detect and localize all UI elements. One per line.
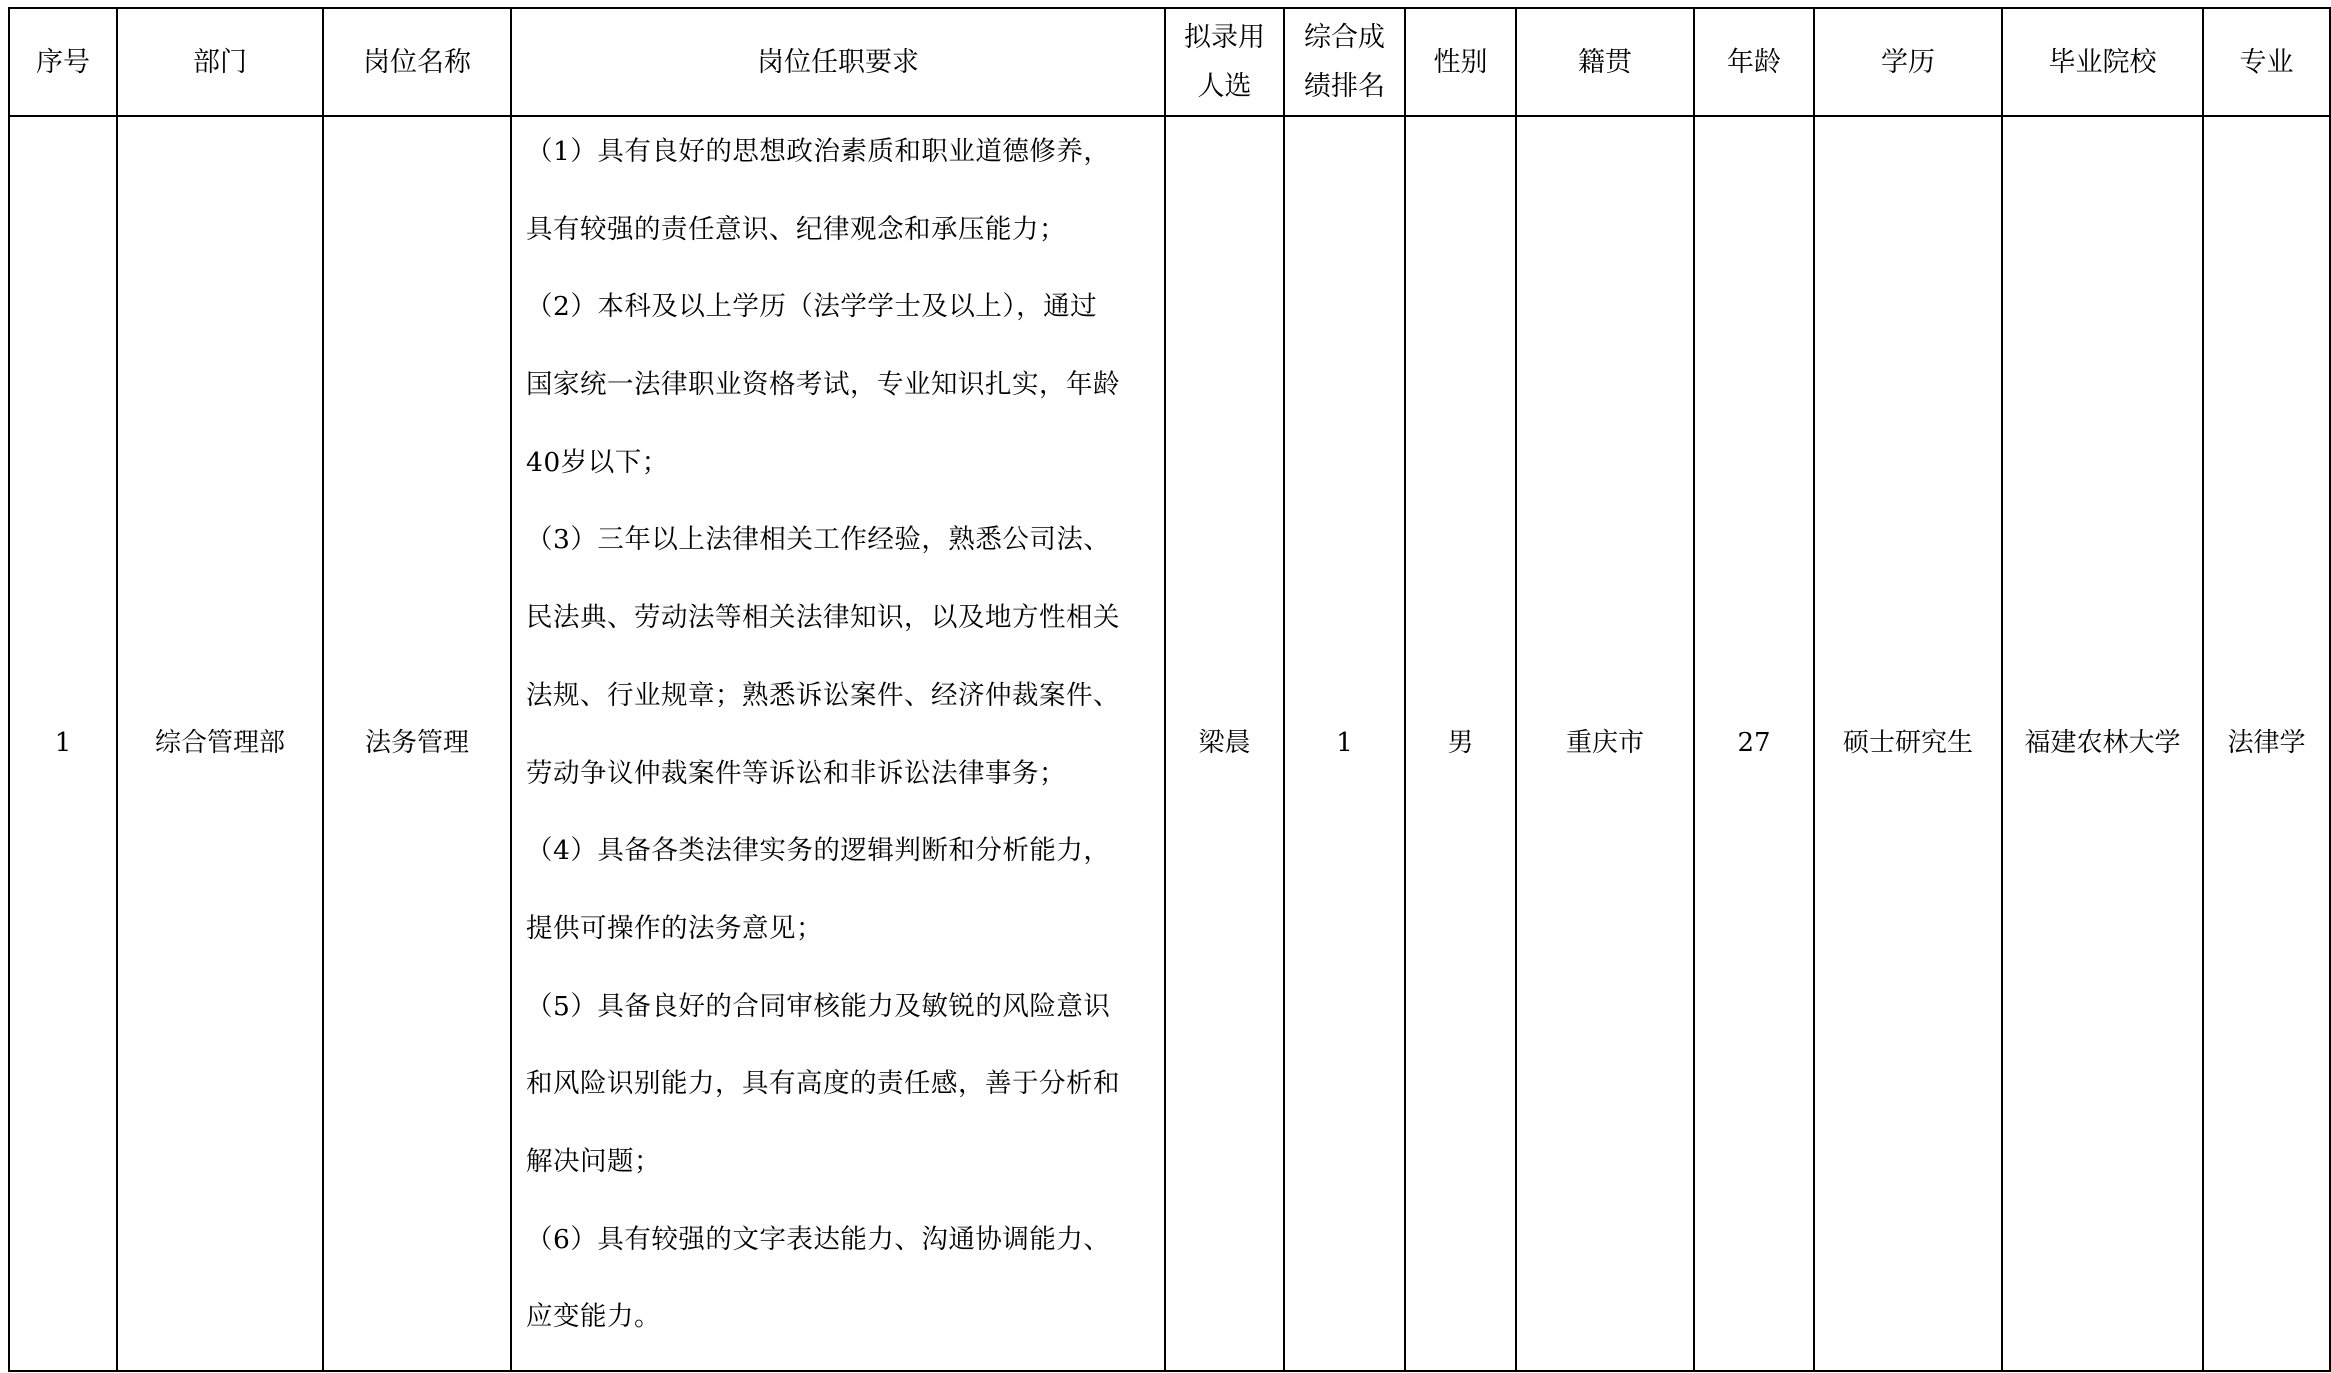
requirement-line: （1）具有良好的思想政治素质和职业道德修养，	[526, 136, 1111, 167]
requirement-line: 法规、行业规章；熟悉诉讼案件、经济仲裁案件、	[526, 679, 1120, 711]
requirement-line: （5）具备良好的合同审核能力及敏锐的风险意识	[526, 990, 1111, 1022]
recruitment-table	[8, 7, 2331, 1372]
header-candidate	[1165, 8, 1284, 116]
requirement-line: 具有较强的责任意识、纪律观念和承压能力；	[526, 213, 1066, 245]
header-row	[9, 8, 2330, 116]
cell-school: 福建农林大学	[2002, 116, 2203, 1371]
header-education: 学历	[1814, 8, 2002, 116]
requirement-line: 40岁以下；	[526, 446, 669, 478]
table-row	[9, 116, 2330, 1371]
requirement-line: 劳动争议仲裁案件等诉讼和非诉讼法律事务；	[526, 757, 1066, 789]
cell-native-place: 重庆市	[1516, 116, 1694, 1371]
cell-department: 综合管理部	[117, 116, 323, 1371]
header-native-place: 籍贯	[1516, 8, 1694, 116]
header-requirements: 岗位任职要求	[511, 8, 1165, 116]
header-rank-line2: 绩排名	[1304, 71, 1385, 102]
requirement-line: 提供可操作的法务意见；	[526, 912, 823, 944]
cell-age: 27	[1694, 116, 1814, 1371]
cell-education: 硕士研究生	[1814, 116, 2002, 1371]
cell-rank: 1	[1284, 116, 1405, 1371]
requirement-line: 应变能力。	[526, 1301, 661, 1333]
requirement-line: （3）三年以上法律相关工作经验，熟悉公司法、	[526, 524, 1111, 556]
cell-index: 1	[9, 116, 117, 1371]
header-age: 年龄	[1694, 8, 1814, 116]
cell-position-name: 法务管理	[323, 116, 511, 1371]
header-candidate-line1: 拟录用	[1184, 22, 1265, 53]
header-rank	[1284, 8, 1405, 116]
header-rank-line1: 综合成	[1304, 22, 1385, 53]
header-school: 毕业院校	[2002, 8, 2203, 116]
requirement-line: （2）本科及以上学历（法学学士及以上），通过	[526, 291, 1098, 323]
requirement-line: 和风险识别能力，具有高度的责任感，善于分析和	[526, 1068, 1120, 1100]
header-department: 部门	[117, 8, 323, 116]
requirements-list	[512, 117, 1164, 1370]
requirement-line: 解决问题；	[526, 1145, 661, 1177]
cell-major: 法律学	[2203, 116, 2330, 1371]
cell-gender: 男	[1405, 116, 1516, 1371]
requirement-line: （4）具备各类法律实务的逻辑判断和分析能力，	[526, 835, 1111, 867]
header-position-name: 岗位名称	[323, 8, 511, 116]
cell-requirements	[511, 116, 1165, 1371]
header-gender: 性别	[1405, 8, 1516, 116]
header-candidate-line2: 人选	[1197, 71, 1252, 102]
requirement-line: 国家统一法律职业资格考试，专业知识扎实，年龄	[526, 369, 1120, 401]
requirement-line: （6）具有较强的文字表达能力、沟通协调能力、	[526, 1223, 1111, 1255]
header-index: 序号	[9, 8, 117, 116]
requirement-line: 民法典、劳动法等相关法律知识，以及地方性相关	[526, 602, 1120, 634]
header-major: 专业	[2203, 8, 2330, 116]
cell-candidate: 梁晨	[1165, 116, 1284, 1371]
